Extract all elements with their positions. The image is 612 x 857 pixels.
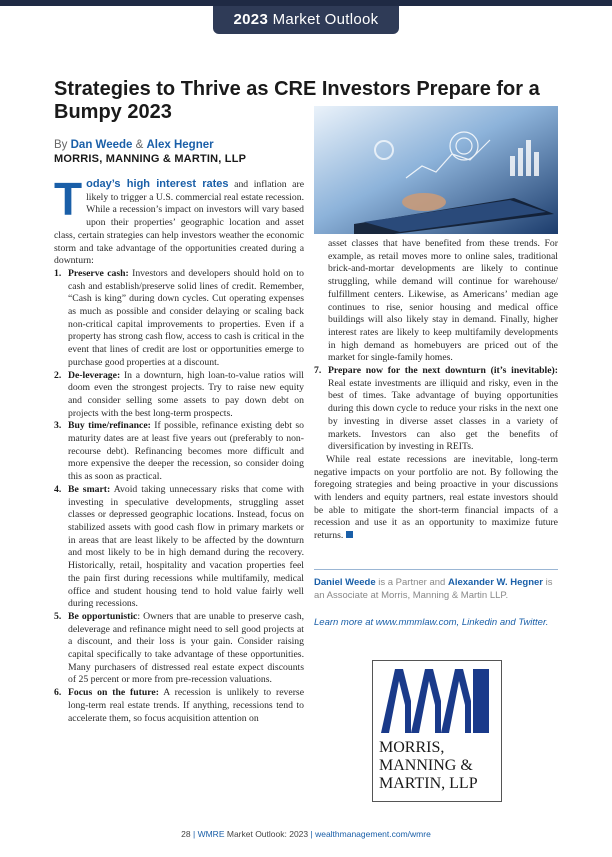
byline [54, 139, 214, 151]
page-footer [0, 829, 612, 839]
footer-brand: WMRE [197, 829, 225, 839]
bio-role-2: is an Associate at Morris, Manning & Martin LLP. [314, 577, 553, 601]
drop-cap: T [54, 173, 83, 225]
item-label: Focus on the future: [68, 687, 159, 699]
item-text: Investors and developers should hold on to cash and establish/preserve solid lines of credit. Remember, “Cash is king” during down cycles. Cut operating expenses as much as possible and consider delaying or scaling back non-critical capital improvements to properties. Even if a property has strong cash flow, access to cash is critical in the event that lines of credit are lost or opportunities emerge to purchase good properties at a discount. [68, 267, 304, 368]
bio-name-2: Alexander W. Hegner [447, 577, 543, 588]
item-6-continued: asset classes that have benefited from these trends. For example, as retail moves more to online sales, traditional brick-and-mortar developments are likely to continue struggling, while demand will continue for warehouse/ fulfillment centers. Likewise, as Americans’ median age continues to rise, senior housing and medical office buildings will also likely stay in demand. Finally, higher interest rates are likely to keep multifamily developments in high demand as homebuyers are priced out of the market for single-family homes. [328, 238, 558, 364]
hero-image [314, 106, 558, 234]
item-label: Be opportunistic [68, 610, 138, 622]
mmm-logo-icon [373, 661, 503, 737]
lead-highlight: oday’s high interest rates [86, 178, 229, 190]
footer-label: Market Outlook: 2023 [224, 829, 309, 839]
author-2: Alex Hegner [146, 139, 214, 151]
logo-text [379, 739, 501, 793]
firm-name: MORRIS, MANNING & MARTIN, LLP [54, 153, 247, 165]
tablet-chart-illustration [314, 106, 558, 234]
firm-logo [372, 660, 502, 802]
item-text: Avoid taking unnecessary risks that come with investing in speculative developments, struggling asset classes or depressed geographic locations. Instead, focus on stabilized assets with good cash flow in primary markets or in areas that are least likely to be affected by the downturn and most likely to be in high demand during the recovery. Historically, retail, hospitality and vacation properties feel the pain first during recessions while multifamily, medical office and student housing tend to hold value fairly well during recessions. [68, 483, 304, 610]
item-number: 3. [54, 420, 62, 432]
closing-text: While real estate recessions are inevitable, long-term negative impacts on your portfolio are not. By following the foregoing strategies and being proactive in your discussions with lenders and equity partners, real estate investors should be able to mitigate the short-term financial impacts of a recession and use it as an opportunity to maximize future returns. [314, 453, 558, 542]
list-item [54, 268, 304, 370]
lead-paragraph [54, 173, 304, 268]
strategy-list [54, 268, 304, 725]
list-item [54, 687, 304, 725]
logo-line-3: MARTIN, LLP [379, 775, 478, 792]
footer-sep: | [190, 829, 198, 839]
author-bio [314, 576, 558, 602]
byline-prefix: By [54, 139, 68, 151]
section-title: Market Outlook [272, 11, 379, 28]
list-item [54, 484, 304, 611]
item-text: In a downturn, high loan-to-value ratios will doom even the strongest projects. Try to raise new equity and consider selling some assets to pay down debt on projects with the best long-term prospects. [68, 369, 304, 419]
item-number: 7. [314, 365, 322, 377]
left-column [54, 173, 304, 725]
footer-url[interactable]: wealthmanagement.com/wmre [315, 829, 431, 839]
item-text: If possible, refinance existing debt so maturity dates are at least five years out (preferably to non-recourse debt). Refinancing becomes more difficult and more expensive the deeper the recession, so consider doing this as soon as practical. [68, 420, 304, 483]
list-item [314, 365, 558, 454]
item-label: Buy time/refinance: [68, 420, 151, 432]
section-tab [213, 6, 399, 34]
page-number: 28 [181, 829, 191, 839]
item-number: 6. [54, 687, 62, 699]
item-number: 1. [54, 267, 62, 279]
list-item [54, 420, 304, 484]
item-label: De-leverage: [68, 369, 121, 381]
item-text: : Owners that are unable to preserve cash, deleverage and refinance might need to sell good projects at a discount, and their loss is your gain. Consider raising capital specifically to take advantage of these opportunities. Many purchasers of distressed real estate expect discounts of 25 percent or more from pre-recession valuations. [68, 610, 304, 686]
section-year: 2023 [233, 11, 269, 28]
learn-more-link[interactable]: Learn more at www.mmmlaw.com, Linkedin and Twitter. [314, 617, 549, 628]
list-item [54, 611, 304, 687]
item-text: Real estate investments are illiquid and risky, even in the best of times. Take advantage of buying opportunities during this down cycle to reduce your risks in the next one by investing in diverse asset classes in a variety of markets. Investors can also get the benefits of diversification by investing in REITs. [328, 377, 558, 453]
end-mark-icon [346, 531, 353, 538]
item-number: 2. [54, 369, 62, 381]
item-label: Prepare now for the next downturn (it’s inevitable): [328, 365, 558, 377]
byline-amp: & [135, 139, 144, 151]
headline: Strategies to Thrive as CRE Investors Prepare for a Bumpy 2023 [54, 78, 540, 123]
list-item [54, 370, 304, 421]
item-number: 4. [54, 483, 62, 495]
logo-line-2: MANNING & [379, 757, 473, 774]
item-number: 5. [54, 610, 62, 622]
lead-text: and inflation are likely to trigger a U.S. commercial real estate recession. While a recession’s impact on investors will vary based upon their properties’ geographic location and asset class, certain strategies can help investors weather the economic storm and take advantage of the opportunities created during a downturn: [54, 179, 304, 267]
logo-line-1: MORRIS, [379, 739, 445, 756]
author-1: Dan Weede [70, 139, 133, 151]
footer-sep: | [308, 829, 316, 839]
bio-name-1: Daniel Weede [314, 577, 376, 588]
bio-role-1: is a Partner and [375, 577, 448, 588]
item-label: Preserve cash: [68, 267, 129, 279]
closing-paragraph [314, 454, 558, 543]
item-label: Be smart: [68, 483, 111, 495]
strategy-list-cont [314, 365, 558, 454]
item-text: A recession is unlikely to reverse long-term real estate trends. If anything, recessions tend to accelerate them, so focus acquisition attention on [68, 687, 304, 724]
divider [314, 569, 558, 570]
right-column [314, 238, 558, 543]
